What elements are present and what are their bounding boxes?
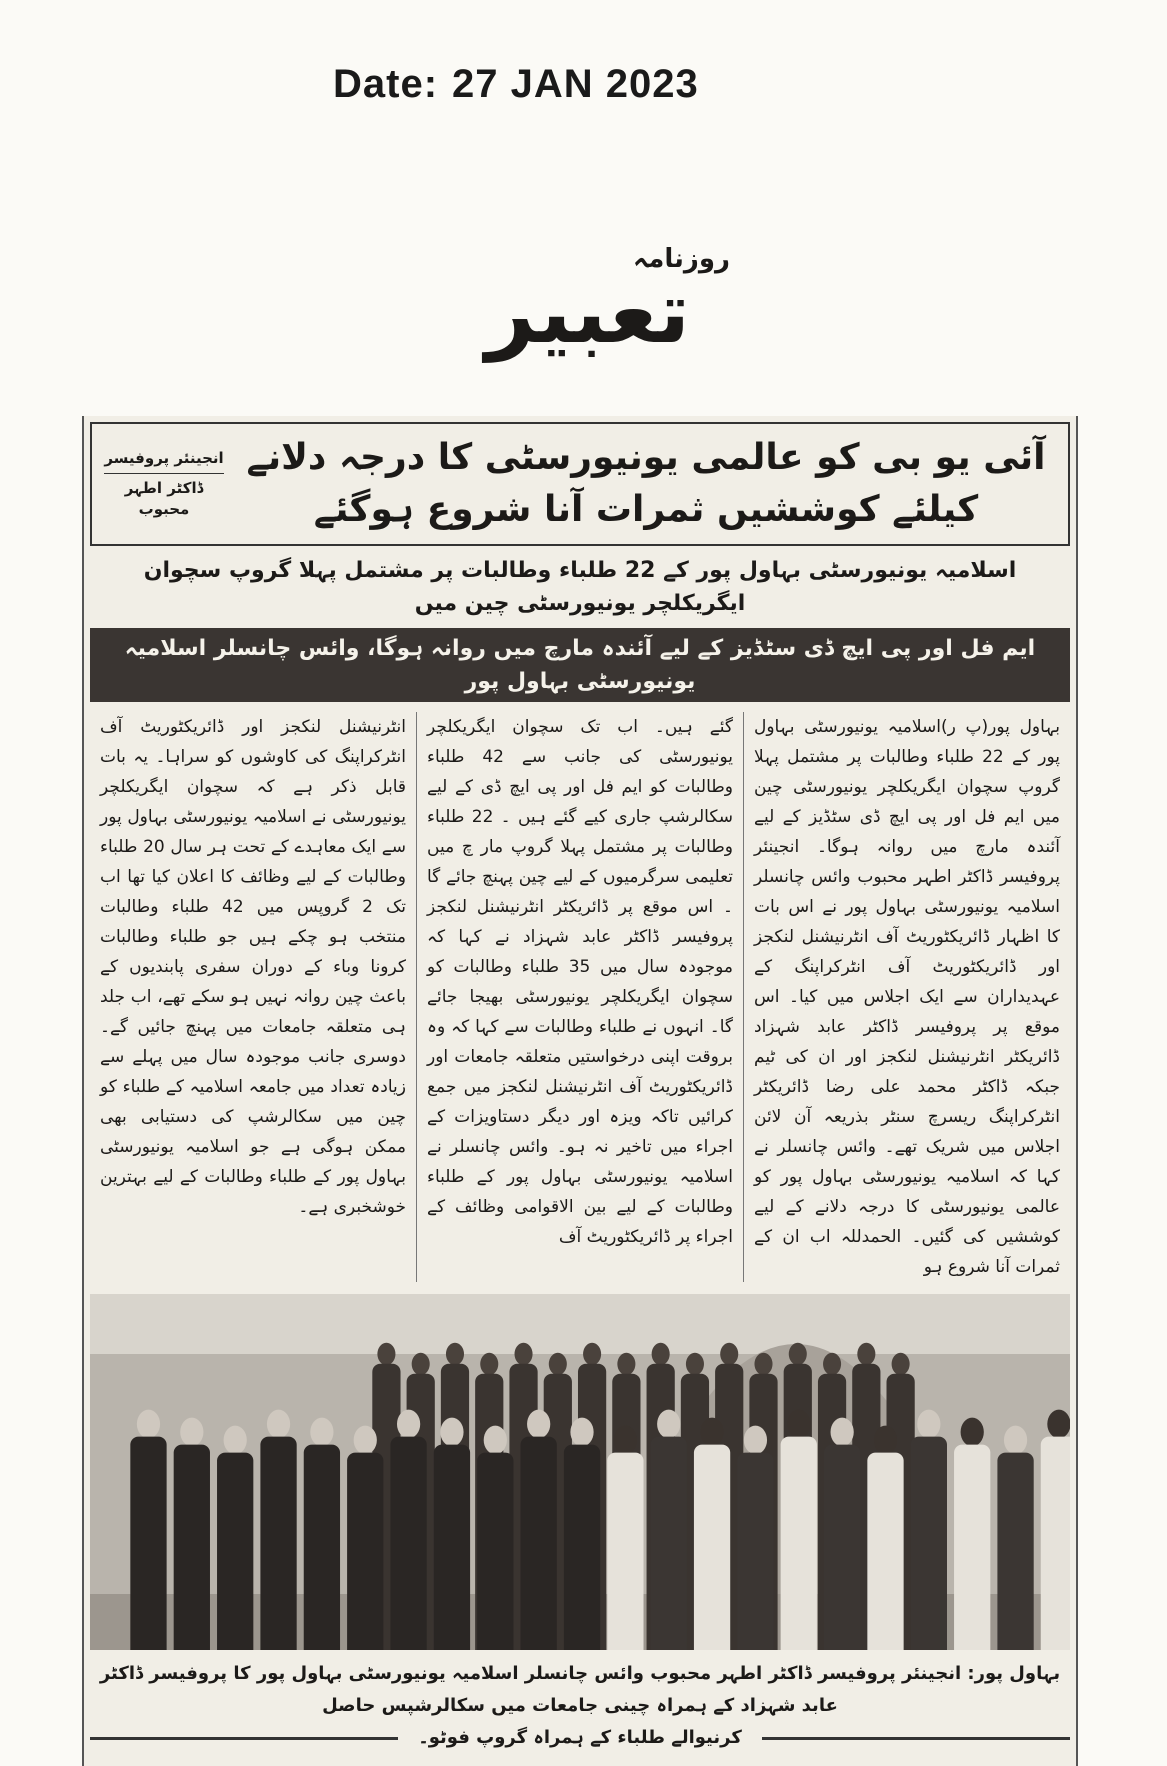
- person-head: [823, 1353, 841, 1375]
- person-body: [694, 1445, 730, 1650]
- person-head: [412, 1353, 430, 1375]
- person-head: [614, 1426, 637, 1455]
- person-head: [480, 1353, 498, 1375]
- column-line: متعلقہ جامعات میں پہنچ جائیں گے۔ دوسری: [100, 1017, 407, 1068]
- column-line: جانب موجودہ سال میں پہلے سے زیادہ تعداد: [100, 1047, 406, 1098]
- person-head: [754, 1353, 772, 1375]
- clipping-date: [333, 62, 699, 107]
- article-column-3: [90, 712, 417, 1282]
- column-line: عالمی یونیورسٹی کا درجہ دلانے کے لیے کوششیں کی: [754, 1197, 1060, 1248]
- person-head: [527, 1410, 550, 1439]
- column-line: اسلامیہ یونیورسٹی بہاول پور کے طلباء وطالبات: [100, 1137, 407, 1188]
- date-label: Date:: [333, 62, 439, 106]
- column-line: گئیں۔ الحمدللہ اب ان کے ثمرات آنا شروع ہو: [754, 1227, 1060, 1278]
- column-line: سکالرشپ کی دستیابی بھی ممکن ہوگی ہے جو: [100, 1107, 407, 1158]
- column-line: ایچ ڈی کے لیے سکالرشپ جاری کیے گئے ہیں: [427, 777, 733, 828]
- caption-line-2: کرنیوالے طلباء کے ہمراہ گروپ فوٹو۔: [418, 1727, 742, 1749]
- headline: آئی یو بی کو عالمی یونیورسٹی کا درجہ دلانے کیلئے کوششیں ثمرات آنا شروع ہوگئے: [246, 437, 1046, 531]
- column-line: کیا تھا اب تک 2 گروپس میں 42 طلباء: [100, 867, 406, 918]
- byline-name: ڈاکٹر اطہر محبوب: [124, 479, 204, 519]
- column-line: باعث چین روانہ نہیں ہو سکے تھے، اب جلد ہی: [100, 987, 406, 1038]
- column-line: اور پی ایچ ڈی سٹڈیز کے لیے آئندہ مارچ میں: [754, 807, 1061, 858]
- column-line: ۔ 22 طلباء وطالبات پر مشتمل پہلا گروپ مار: [427, 807, 734, 858]
- person-head: [686, 1353, 704, 1375]
- person-body: [477, 1453, 513, 1650]
- person-body: [824, 1445, 860, 1650]
- person-head: [657, 1410, 680, 1439]
- person-head: [224, 1426, 247, 1455]
- person-body: [390, 1437, 426, 1650]
- column-line: کے لیے بہترین خوشخبری ہے۔: [100, 1167, 406, 1218]
- subheadline: اسلامیہ یونیورسٹی بہاول پور کے 22 طلباء وطالبات پر مشتمل پہلا گروپ سچوان ایگریکلچر یونیورسٹی چین میں: [143, 558, 1017, 617]
- photo-caption: [90, 1658, 1070, 1754]
- column-line: بذریعہ آن لائن اجلاس میں شریک تھے۔ وائس: [754, 1107, 1060, 1158]
- column-line: بہاول پور سے ایک معاہدے کے تحت ہر سال: [100, 807, 406, 858]
- person-head: [874, 1426, 897, 1455]
- person-head: [354, 1426, 377, 1455]
- column-line: بہاول پور کے طلباء وطالبات کے لیے بین: [427, 1167, 734, 1218]
- caption-rule: [90, 1737, 398, 1740]
- person-head: [440, 1418, 463, 1447]
- person-body: [997, 1453, 1033, 1650]
- person-head: [1047, 1410, 1070, 1439]
- column-line: الاقوامی وظائف کے اجراء پر ڈائریکٹوریٹ آف: [427, 1197, 733, 1248]
- news-article: [82, 416, 1078, 1766]
- person-head: [484, 1426, 507, 1455]
- person-head: [446, 1343, 464, 1365]
- person-body: [1041, 1437, 1070, 1650]
- column-line: چانسلر نے کہا کہ اسلامیہ یونیورسٹی بہاول پور کو: [754, 1137, 1060, 1188]
- person-head: [549, 1353, 567, 1375]
- person-head: [892, 1353, 910, 1375]
- column-line: وطالبات منتخب ہو چکے ہیں جو طلباء وطالبات: [100, 897, 406, 948]
- person-body: [130, 1437, 166, 1650]
- person-body: [434, 1445, 470, 1650]
- column-line: تاکہ ویزہ اور دیگر دستاویزات کے اجراء میں: [427, 1107, 734, 1158]
- column-line: گروپ سچوان ایگریکلچر یونیورسٹی چین میں ایم فل: [754, 777, 1060, 828]
- column-line: تاخیر نہ ہو۔ وائس چانسلر نے اسلامیہ یونیورسٹی: [427, 1137, 734, 1188]
- masthead-prefix: روزنامہ: [633, 244, 730, 274]
- person-head: [789, 1343, 807, 1365]
- subheadline-bar: ایم فل اور پی ایچ ڈی سٹڈیز کے لیے آئندہ مارچ میں روانہ ہوگا، وائس چانسلر اسلامیہ یونیورسٹی بہاول پور: [90, 628, 1070, 702]
- person-body: [521, 1437, 557, 1650]
- column-line: سچوان ایگریکلچر یونیورسٹی نے اسلامیہ یونیورسٹی: [100, 777, 406, 828]
- person-head: [961, 1418, 984, 1447]
- person-head: [652, 1343, 670, 1365]
- person-body: [607, 1453, 643, 1650]
- person-body: [174, 1445, 210, 1650]
- byline: [104, 448, 224, 520]
- column-line: ڈائریکٹوریٹ آف انٹرنیشنل لنکجز میں جمع کرائیں: [427, 1077, 733, 1128]
- column-line: کی کاوشوں کو سراہا۔ یہ بات قابل ذکر ہے کہ: [100, 747, 407, 798]
- date-value: 27 JAN 2023: [452, 62, 699, 106]
- person-head: [310, 1418, 333, 1447]
- person-body: [911, 1437, 947, 1650]
- person-body: [347, 1453, 383, 1650]
- column-line: انٹرنیشنل لنکجز اور ڈائریکٹوریٹ آف انٹرکراپنگ: [100, 717, 406, 768]
- person-head: [917, 1410, 940, 1439]
- masthead-name: تعبیر: [485, 263, 690, 363]
- column-line: گئے ہیں۔ اب تک سچوان ایگریکلچر یونیورسٹی کی: [427, 717, 734, 768]
- person-head: [180, 1418, 203, 1447]
- article-columns: [90, 712, 1070, 1282]
- person-head: [617, 1353, 635, 1375]
- column-line: بہاول پور کے 22 طلباء وطالبات پر مشتمل پہلا: [754, 717, 1060, 768]
- column-line: میں جامعہ اسلامیہ کے طلباء کو چین میں: [100, 1077, 406, 1128]
- person-body: [737, 1453, 773, 1650]
- column-line: بروقت اپنی درخواستیں متعلقہ جامعات اور: [427, 1047, 733, 1068]
- headline-box: [90, 422, 1070, 546]
- person-head: [700, 1418, 723, 1447]
- column-line: اظہار ڈائریکٹوریٹ آف انٹرنیشنل لنکجز اور: [754, 927, 1061, 978]
- person-head: [583, 1343, 601, 1365]
- newspaper-masthead: [440, 240, 730, 390]
- person-head: [570, 1418, 593, 1447]
- column-line: کرونا وباء کے دوران سفری پابندیوں کے: [100, 957, 406, 978]
- person-head: [137, 1410, 160, 1439]
- column-line: عابد شہزاد ڈائریکٹر انٹرنیشنل لنکجز اور ان کی ٹیم جبکہ: [754, 1017, 1060, 1098]
- person-head: [267, 1410, 290, 1439]
- column-line: ڈاکٹر محمد علی رضا ڈائریکٹر انٹرکراپنگ ریسرچ سنٹر: [754, 1077, 1061, 1128]
- person-head: [397, 1410, 420, 1439]
- column-line: چانسلر اسلامیہ یونیورسٹی بہاول پور نے اس بات کا: [754, 867, 1060, 948]
- article-column-2: [417, 712, 744, 1282]
- caption-line-1: بہاول پور: انجینئر پروفیسر ڈاکٹر اطہر محبوب وائس چانسلر اسلامیہ یونیورسٹی بہاول پور کا پروفیسر ڈاکٹر عابد شہزاد کے ہمراہ چینی جامعات میں سکالرشپس حاصل: [99, 1663, 1061, 1717]
- caption-rule: [762, 1737, 1070, 1740]
- column-line: سے ایک اجلاس میں کیا۔ اس موقع پر پروفیسر ڈاکٹر: [754, 987, 1060, 1038]
- column-line: وطالبات کو سچوان ایگریکلچر یونیورسٹی بھیجا جائے: [427, 957, 733, 1008]
- person-body: [304, 1445, 340, 1650]
- person-body: [260, 1437, 296, 1650]
- person-head: [377, 1343, 395, 1365]
- person-body: [954, 1445, 990, 1650]
- person-head: [744, 1426, 767, 1455]
- person-head: [787, 1410, 810, 1439]
- column-line: جانب سے 42 طلباء وطالبات کو ایم فل اور پی: [427, 747, 733, 798]
- column-line: ڈائریکٹوریٹ آف انٹرکراپنگ کے عہدیداران: [754, 957, 1060, 1008]
- person-body: [217, 1453, 253, 1650]
- person-body: [564, 1445, 600, 1650]
- person-head: [857, 1343, 875, 1365]
- person-body: [867, 1453, 903, 1650]
- column-line: روانہ ہوگا۔ انجینئر پروفیسر ڈاکٹر اطہر محبوب وائس: [754, 837, 1061, 888]
- byline-title: انجینئر پروفیسر: [104, 448, 224, 474]
- group-photo: [90, 1294, 1070, 1650]
- person-head: [1004, 1426, 1027, 1455]
- column-line: ۔ اس موقع پر ڈائریکٹر انٹرنیشنل لنکجز پروفیسر ڈاکٹر: [427, 897, 733, 948]
- person-body: [781, 1437, 817, 1650]
- column-line: عابد شہزاد نے کہا کہ موجودہ سال میں 35 طلباء: [427, 927, 733, 978]
- article-column-1: [744, 712, 1070, 1282]
- person-body: [651, 1437, 687, 1650]
- column-line: گا۔ انہوں نے طلباء وطالبات سے کہا کہ وہ: [427, 1017, 733, 1038]
- person-head: [831, 1418, 854, 1447]
- column-line: 20 طلباء وطالبات کے لیے وظائف کا اعلان: [100, 837, 406, 888]
- person-head: [720, 1343, 738, 1365]
- person-head: [515, 1343, 533, 1365]
- column-line: بہاول پور(پ ر)اسلامیہ یونیورسٹی: [804, 717, 1060, 738]
- column-line: چ میں تعلیمی سرگرمیوں کے لیے چین پہنچ جائے گا: [427, 837, 733, 888]
- building-wall: [90, 1294, 1070, 1354]
